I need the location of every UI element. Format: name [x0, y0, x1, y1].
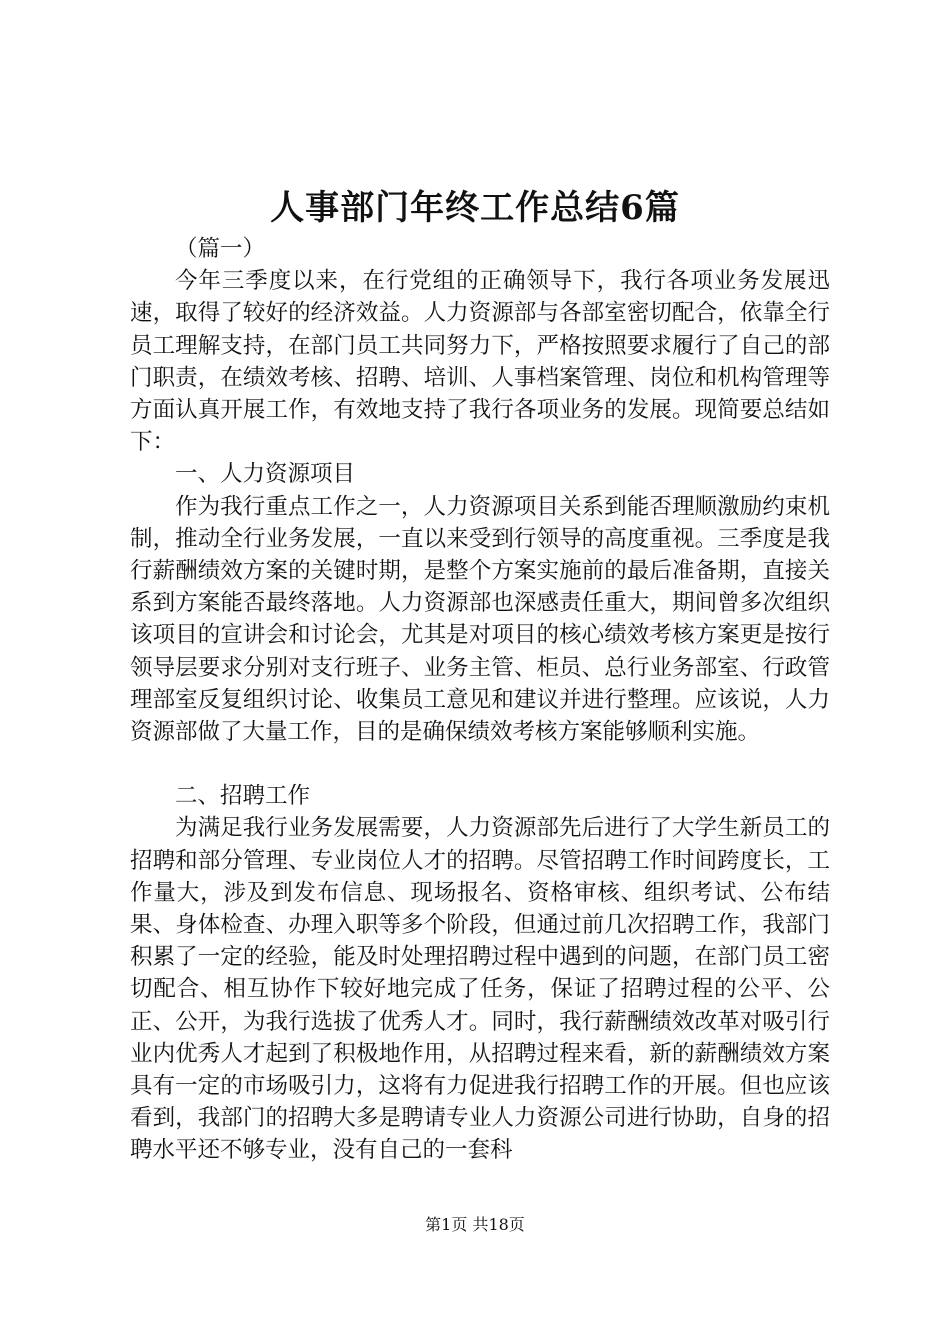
- paragraph-gap: [130, 748, 830, 780]
- heading-recruitment: 二、招聘工作: [175, 783, 311, 810]
- paragraph-hr-project: 作为我行重点工作之一，人力资源项目关系到能否理顺激励约束机制，推动全行业务发展，一直以来受到行领导的高度重视。三季度是我行薪酬绩效方案的关键时期，是整个方案实施前的最后准备期，直接关系到方案能否最终落地。人力资源部也深感责任重大，期间曾多次组织该项目的宣讲会和讨论会，尤其是对项目的核心绩效考核方案更是按行领导层要求分别对支行班子、业务主管、柜员、总行业务部室、行政管理部室反复组织讨论、收集员工意见和建议并进行整理。应该说，人力资源部做了大量工作，目的是确保绩效考核方案能够顺利实施。: [130, 493, 830, 746]
- document-title: 人事部门年终工作总结6篇: [270, 188, 680, 228]
- heading-hr-project: 一、人力资源项目: [175, 461, 356, 488]
- paragraph-recruitment: 为满足我行业务发展需要，人力资源部先后进行了大学生新员工的招聘和部分管理、专业岗位人才的招聘。尽管招聘工作时间跨度长，工作量大，涉及到发布信息、现场报名、资格审核、组织考试、公布结果、身体检查、办理入职等多个阶段，但通过前几次招聘工作，我部门积累了一定的经验，能及时处理招聘过程中遇到的问题，在部门员工密切配合、相互协作下较好地完成了任务，保证了招聘过程的公平、公正、公开，为我行选拔了优秀人才。同时，我行薪酬绩效改革对吸引行业内优秀人才起到了积极地作用，从招聘过程来看，新的薪酬绩效方案具有一定的市场吸引力，这将有力促进我行招聘工作的开展。但也应该看到，我部门的招聘大多是聘请专业人力资源公司进行协助，自身的招聘水平还不够专业，没有自己的一套科: [130, 815, 830, 1164]
- section-label: （篇一）: [175, 236, 266, 262]
- paragraph-intro: 今年三季度以来，在行党组的正确领导下，我行各项业务发展迅速，取得了较好的经济效益。人力资源部与各部室密切配合，依靠全行员工理解支持，在部门员工共同努力下，严格按照要求履行了自己的部门职责，在绩效考核、招聘、培训、人事档案管理、岗位和机构管理等方面认真开展工作，有效地支持了我行各项业务的发展。现简要总结如下：: [130, 268, 830, 456]
- document-body: [130, 233, 830, 1167]
- page-footer: 第1页 共18页: [425, 1215, 525, 1234]
